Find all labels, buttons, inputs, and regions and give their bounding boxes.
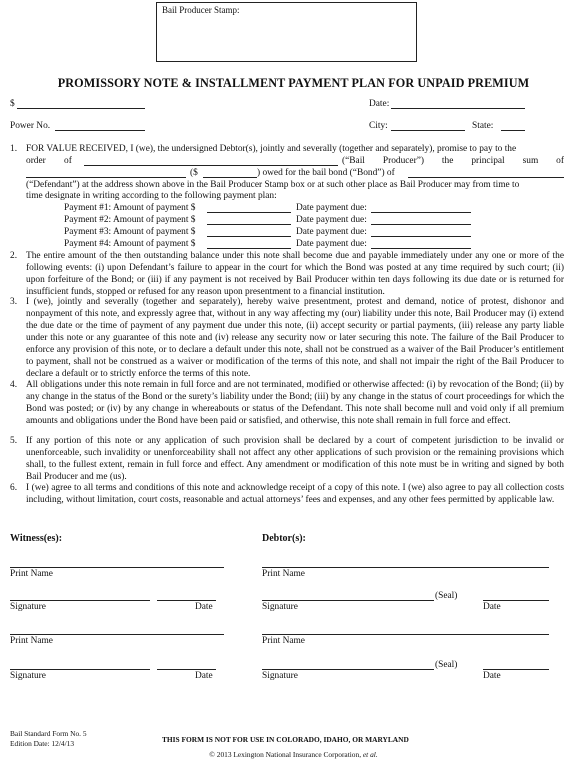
- principal-amount-field[interactable]: [203, 177, 257, 178]
- para-6-text: I (we) agree to all terms and conditions of this note and acknowledge receipt of a copy of this note. I (we) also agree to pay all collection costs including, without limitation, court costs, reasonable and actual attorneys’ fees and expenses, and any other fees permitted by applicable law.: [26, 483, 564, 505]
- para-1-line-4: (“Defendant”) at the address shown above in the Bail Producer Stamp box or at such other place as Bail Producer may from time to: [26, 180, 520, 190]
- debtor-1-signature-label: Signature: [262, 602, 298, 612]
- amount-dollar-label: $: [10, 99, 15, 109]
- witness-1-print-name-label: Print Name: [10, 569, 53, 579]
- debtor-2-signature-label: Signature: [262, 671, 298, 681]
- payment-4-due-field[interactable]: [371, 248, 471, 249]
- witness-2-signature-field[interactable]: [10, 669, 150, 670]
- state-label: State:: [472, 121, 494, 131]
- witness-heading: Witness(es):: [10, 533, 63, 544]
- debtor-1-print-name-field[interactable]: [262, 567, 549, 568]
- debtor-2-print-name-label: Print Name: [262, 636, 305, 646]
- witness-2-print-name-field[interactable]: [10, 634, 224, 635]
- payment-2-due-label: Date payment due:: [296, 215, 367, 225]
- principal-words-field[interactable]: [26, 177, 186, 178]
- witness-1-date-label: Date: [195, 602, 213, 612]
- debtor-1-date-field[interactable]: [483, 600, 549, 601]
- city-field[interactable]: [391, 130, 465, 131]
- para-4-text: All obligations under this note remain in full force and are not terminated, modified or otherwise affected: (i) by revocation of the Bond; (ii) by any change in the status of the Bond or the surety’s liability under the Bond; (iii) by any change in the status of court proceedings for which the Bond was posted; or (iv) by any change in whereabouts or status of the Defendant. This note shall become null and void only if all premium amounts and obligations under the Bond have been paid or satisfied, and otherwise, this note shall remain in full force and effect.: [26, 380, 564, 426]
- owed-phrase: ) owed for the bail bond (“Bond”) of: [257, 168, 395, 178]
- bail-producer-phrase: (“Bail Producer”) the principal sum of: [342, 156, 564, 166]
- witness-2-signature-label: Signature: [10, 671, 46, 681]
- para-1-number: 1.: [10, 144, 18, 154]
- para-1-line-5: time designate in writing according to the following payment plan:: [26, 191, 277, 201]
- footer-edition-date: Edition Date: 12/4/13: [10, 739, 75, 748]
- witness-1-date-field[interactable]: [157, 600, 216, 601]
- state-field[interactable]: [501, 130, 525, 131]
- payment-1-label: Payment #1: Amount of payment $: [64, 203, 196, 213]
- date-field[interactable]: [391, 108, 525, 109]
- debtor-1-signature-field[interactable]: [262, 600, 434, 601]
- defendant-name-field[interactable]: [408, 177, 564, 178]
- payment-3-amount-field[interactable]: [207, 236, 291, 237]
- power-no-label: Power No.: [10, 121, 51, 131]
- footer-form-number: Bail Standard Form No. 5: [10, 729, 87, 738]
- footer-copyright: © 2013 Lexington National Insurance Corporation,: [209, 750, 362, 759]
- debtor-2-print-name-field[interactable]: [262, 634, 549, 635]
- debtor-1-print-name-label: Print Name: [262, 569, 305, 579]
- footer-copyright-line: [0, 750, 587, 759]
- footer-notice: THIS FORM IS NOT FOR USE IN COLORADO, IDAHO, OR MARYLAND: [162, 735, 409, 744]
- witness-1-print-name-field[interactable]: [10, 567, 224, 568]
- stamp-label: Bail Producer Stamp:: [162, 5, 240, 15]
- bail-producer-stamp-box: [156, 2, 417, 62]
- payment-1-amount-field[interactable]: [207, 212, 291, 213]
- debtor-2-date-label: Date: [483, 671, 501, 681]
- footer-et-al: et al.: [362, 750, 378, 759]
- payment-2-amount-field[interactable]: [207, 224, 291, 225]
- bail-producer-name-field[interactable]: [84, 165, 338, 166]
- payment-3-due-label: Date payment due:: [296, 227, 367, 237]
- witness-2-date-field[interactable]: [157, 669, 216, 670]
- date-label: Date:: [369, 99, 390, 109]
- witness-2-print-name-label: Print Name: [10, 636, 53, 646]
- debtor-2-date-field[interactable]: [483, 669, 549, 670]
- para-4-number: 4.: [10, 380, 18, 390]
- of-word: of: [64, 156, 72, 166]
- debtor-1-date-label: Date: [483, 602, 501, 612]
- debtor-2-seal-label: (Seal): [435, 660, 458, 670]
- owed-open: ($: [190, 168, 198, 178]
- para-6-number: 6.: [10, 483, 18, 493]
- payment-1-due-field[interactable]: [371, 212, 471, 213]
- debtor-2-signature-field[interactable]: [262, 669, 434, 670]
- payment-3-due-field[interactable]: [371, 236, 471, 237]
- amount-field[interactable]: [17, 108, 145, 109]
- witness-1-signature-field[interactable]: [10, 600, 150, 601]
- para-2-number: 2.: [10, 251, 18, 261]
- para-5-text: If any portion of this note or any application of such provision shall be declared by a court of competent jurisdiction to be invalid or unenforceable, such invalidity or unenforceability shall not affect any other applications of such provision or the remaining provisions which shall, to the fullest extent, remain in full force and effect. Any amendment or modification of this note must be in writing and signed by both Bail Producer and me (us).: [26, 436, 564, 482]
- witness-1-signature-label: Signature: [10, 602, 46, 612]
- para-1-line-1: FOR VALUE RECEIVED, I (we), the undersigned Debtor(s), jointly and severally (together and separately), promise to pay to the: [26, 144, 517, 154]
- witness-2-date-label: Date: [195, 671, 213, 681]
- payment-2-due-field[interactable]: [371, 224, 471, 225]
- payment-2-label: Payment #2: Amount of payment $: [64, 215, 196, 225]
- city-label: City:: [369, 121, 388, 131]
- page-title: PROMISSORY NOTE & INSTALLMENT PAYMENT PLAN FOR UNPAID PREMIUM: [57, 76, 530, 90]
- power-no-field[interactable]: [55, 130, 145, 131]
- para-3-text: I (we), jointly and severally (together and separately), hereby waive presentment, protest and demand, notice of protest, dishonor and nonpayment of this note, and expressly agree that, without in any way affecting my (our) liability under this note, Bail Producer may (i) extend the due date or the time of payment of any payment due under this note, (ii) accept security or partial payments, (iii) release any party liable under this note or any guarantee of this note and (iv) release any security now or later securing this note. The failure of the Bail Producer to enforce any provision of this note, or to declare a default under this note, shall not be construed as a waiver of the Bail Producer’s entitlement to payment, shall not be construed as a waiver or modification of the terms of this note, and shall not impair the right of the Bail Producer to declare a default or to strictly enforce the terms of this note.: [26, 297, 564, 379]
- payment-4-label: Payment #4: Amount of payment $: [64, 239, 196, 249]
- para-5-number: 5.: [10, 436, 18, 446]
- debtor-heading: Debtor(s):: [262, 533, 306, 544]
- para-3-number: 3.: [10, 297, 18, 307]
- payment-1-due-label: Date payment due:: [296, 203, 367, 213]
- payment-3-label: Payment #3: Amount of payment $: [64, 227, 196, 237]
- order-word: order: [26, 156, 46, 166]
- debtor-1-seal-label: (Seal): [435, 591, 458, 601]
- para-2-text: The entire amount of the then outstanding balance under this note shall become due and payable immediately under any one or more of the following events: (i) upon Defendant’s failure to appear in the court for which the Bond was posted at any time required by such court; (ii) upon forfeiture of the Bond; or (iii) if any payment is not received by Bail Producer within ten days following its due date or is returned for insufficient funds, stopped or refused for any reason upon presentment to a financial institution.: [26, 251, 564, 297]
- payment-4-amount-field[interactable]: [207, 248, 291, 249]
- payment-4-due-label: Date payment due:: [296, 239, 367, 249]
